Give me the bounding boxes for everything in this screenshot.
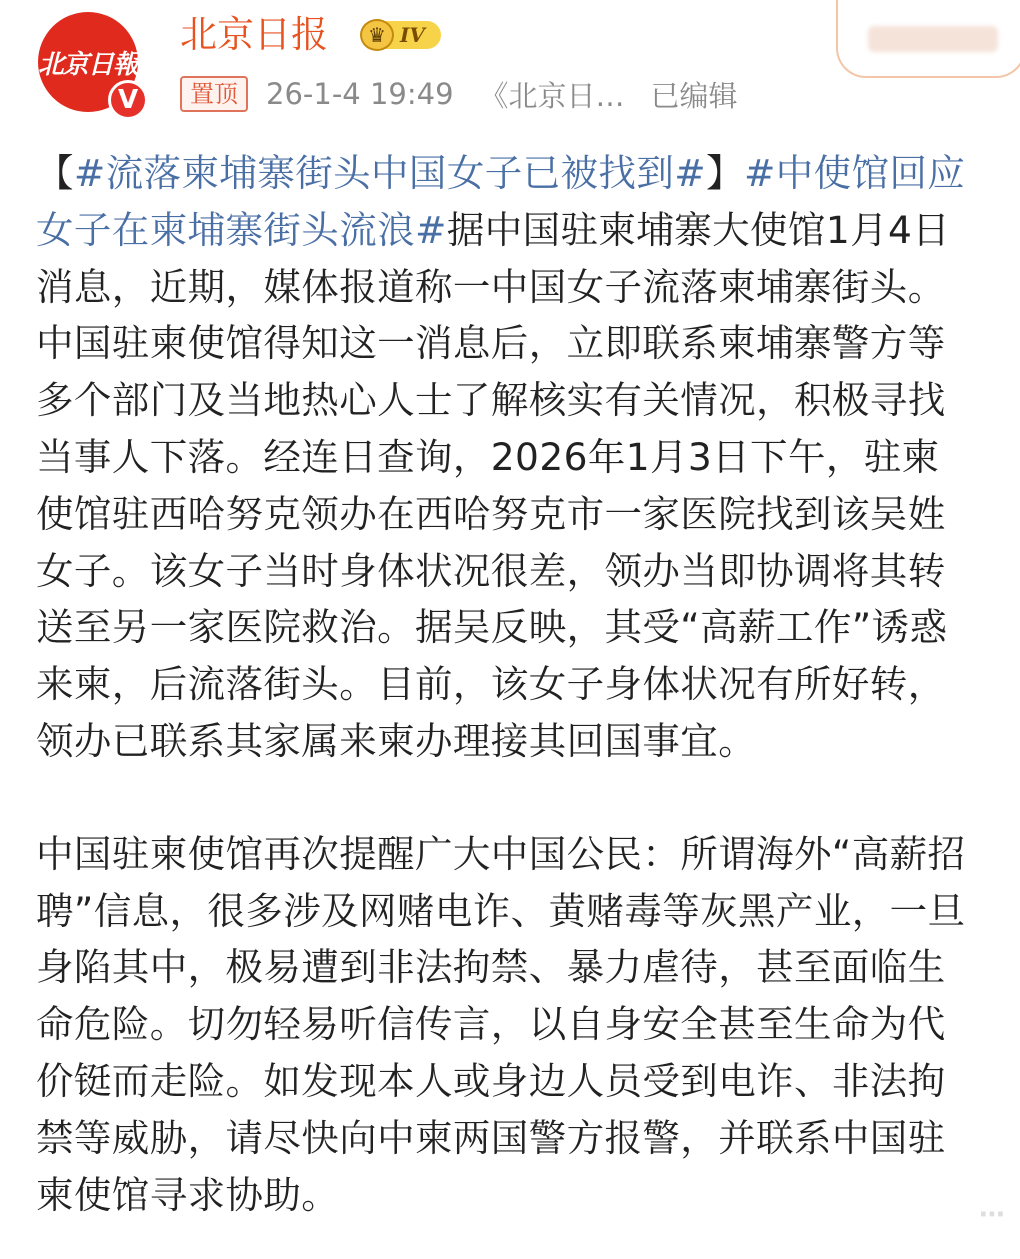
watermark-icon: ⋯ <box>979 1200 1005 1230</box>
post-paragraph-1 <box>36 145 976 770</box>
level-badge[interactable] <box>360 18 441 52</box>
post-meta <box>180 76 738 112</box>
follow-button[interactable] <box>836 0 1020 78</box>
level-label: IV <box>386 21 441 49</box>
post-body-1: 据中国驻柬埔寨大使馆1月4日消息，近期，媒体报道称一中国女子流落柬埔寨街头。中国驻柬使馆得知这一消息后，立即联系柬埔寨警方等多个部门及当地热心人士了解核实有关情况，积极寻找当事人下落。经连日查询，2026年1月3日下午，驻柬使馆驻西哈努克领办在西哈努克市一家医院找到该吴姓女子。该女子当时身体状况很差，领办当即协调将其转送至另一家医院救治。据吴反映，其受“高薪工作”诱惑来柬，后流落街头。目前，该女子身体状况有所好转，领办已联系其家属来柬办理接其回国事宜。 <box>36 207 951 763</box>
avatar-logo-text: 北京日報 <box>38 49 139 80</box>
pinned-badge: 置顶 <box>180 76 248 112</box>
bracket-close: 】 <box>706 151 744 195</box>
post-content <box>36 145 976 1223</box>
post-body-2: 中国驻柬使馆再次提醒广大中国公民：所谓海外“高薪招聘”信息，很多涉及网赌电诈、黄赌毒等灰黑产业，一旦身陷其中，极易遭到非法拘禁、暴力虐待，甚至面临生命危险。切勿轻易听信传言，以自身安全甚至生命为代价铤而走险。如发现本人或身边人员受到电诈、非法拘禁等威胁，请尽快向中柬两国警方报警，并联系中国驻柬使馆寻求协助。 <box>36 831 966 1217</box>
blurred-label <box>868 26 998 52</box>
verified-icon: V <box>108 80 148 120</box>
timestamp: 26-1-4 19:49 <box>266 77 454 111</box>
account-name[interactable]: 北京日报 <box>180 13 328 56</box>
crown-icon: ♛ <box>360 19 394 51</box>
topic-link-1[interactable]: #流落柬埔寨街头中国女子已被找到# <box>73 151 707 195</box>
source-label[interactable]: 《北京日… <box>479 78 625 113</box>
bracket-open: 【 <box>36 151 74 195</box>
topic-link-2[interactable]: #中使馆回应女子在柬埔寨街头流浪# <box>36 151 966 252</box>
post-paragraph-2 <box>36 826 976 1224</box>
post-header <box>0 0 1020 130</box>
edited-label[interactable]: 已编辑 <box>650 78 738 113</box>
